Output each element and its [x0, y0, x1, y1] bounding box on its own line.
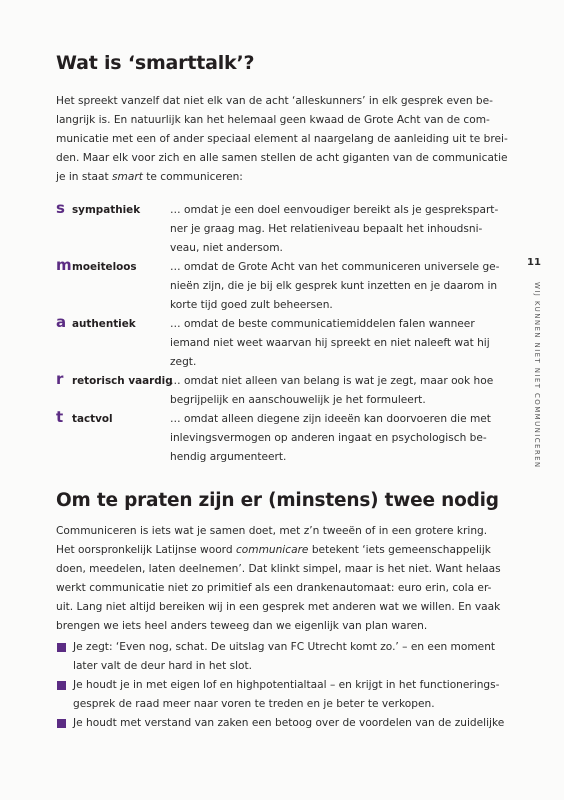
smart-description-line: korte tijd goed zult beheersen.	[170, 299, 333, 311]
bullet-line: gesprek de raad meer naar voren te treden en je beter te verkopen.	[73, 698, 435, 710]
page-number: 11	[527, 257, 541, 268]
smart-description-line: inlevingsvermogen op anderen ingaat en psychologisch be-	[170, 432, 487, 444]
smart-description	[170, 410, 501, 467]
smart-description-line: nieën zijn, die je bij elk gesprek kunt inzetten en je daarom in	[170, 280, 498, 292]
smart-item-m	[56, 258, 501, 315]
body-line	[56, 541, 498, 560]
body-text: betekent ‘iets gemeenschappelijk	[308, 544, 491, 556]
body-text: Het oorspronkelijk Latijnse woord	[56, 544, 236, 556]
smart-word: sympathiek	[72, 204, 141, 216]
running-head: WIJ KUNNEN NIET NIET COMMUNICEREN	[533, 282, 541, 469]
bullet-item	[56, 676, 501, 714]
smart-letter: m	[56, 256, 72, 274]
smart-description-line: … omdat je een doel eenvoudiger bereikt als je gesprekspart-	[170, 204, 499, 216]
bullet-item	[56, 638, 501, 676]
square-bullet-icon	[57, 681, 66, 690]
bullet-item	[56, 714, 505, 733]
smart-description	[170, 201, 501, 258]
smart-description	[170, 258, 501, 315]
intro-line: municatie met een of ander speciaal element al naargelang de aanleiding uit te brei-	[56, 133, 508, 145]
smart-list	[56, 201, 501, 467]
section-title-smarttalk: Wat is ‘smarttalk’?	[56, 52, 255, 74]
intro-line-last	[56, 168, 498, 187]
smart-description-line: … omdat de beste communicatiemiddelen falen wanneer	[170, 318, 475, 330]
body-line: werkt communicatie niet zo primitief als een drankenautomaat: euro erin, cola er-	[56, 582, 492, 594]
smart-word: moeiteloos	[72, 261, 137, 273]
smart-word: tactvol	[72, 413, 113, 425]
smart-description-line: zegt.	[170, 356, 197, 368]
bullet-line: Je zegt: ‘Even nog, schat. De uitslag van FC Utrecht komt zo.’ – en een moment	[73, 641, 496, 653]
intro-line: Het spreekt vanzelf dat niet elk van de acht ‘alleskunners’ in elk gesprek even be-	[56, 95, 493, 107]
bullet-list	[56, 638, 505, 733]
body-emphasis: communicare	[235, 544, 309, 556]
smart-item-r	[56, 372, 501, 410]
smart-description-line: … omdat alleen diegene zijn ideeën kan doorvoeren die met	[170, 413, 491, 425]
smart-item-t	[56, 410, 501, 467]
intro-text: te communiceren:	[142, 171, 243, 183]
square-bullet-icon	[57, 643, 66, 652]
body-line: brengen we iets heel anders teweeg dan we eigenlijk van plan waren.	[56, 620, 428, 632]
body-line: doen, meedelen, laten deelnemen’. Dat klinkt simpel, maar is het niet. Want helaas	[56, 563, 501, 575]
smart-word: retorisch vaardig	[72, 375, 173, 387]
smart-letter: a	[56, 313, 67, 331]
smart-description-line: … omdat niet alleen van belang is wat je zegt, maar ook hoe	[170, 375, 494, 387]
body-paragraph	[56, 522, 501, 636]
intro-line: den. Maar elk voor zich en alle samen stellen de acht giganten van de communicatie	[56, 152, 508, 164]
bullet-line: Je houdt met verstand van zaken een betoog over de voordelen van de zuidelijke	[73, 717, 505, 729]
smart-description	[170, 372, 501, 410]
smart-letter: r	[56, 370, 64, 388]
smart-word: authentiek	[72, 318, 136, 330]
bullet-line: later valt de deur hard in het slot.	[73, 660, 253, 672]
intro-emphasis: smart	[112, 171, 143, 183]
intro-line: langrijk is. En natuurlijk kan het helemaal geen kwaad de Grote Acht van de com-	[56, 114, 490, 126]
smart-letter: s	[56, 199, 65, 217]
smart-description	[170, 315, 501, 372]
smart-description-line: hendig argumenteert.	[170, 451, 287, 463]
smart-description-line: … omdat de Grote Acht van het communiceren universele ge-	[170, 261, 500, 273]
body-line: uit. Lang niet altijd bereiken wij in een gesprek met anderen wat we willen. En vaak	[56, 601, 501, 613]
intro-paragraph	[56, 92, 508, 187]
intro-text: je in staat	[56, 171, 113, 183]
square-bullet-icon	[57, 719, 66, 728]
smart-description-line: iemand niet weet waarvan hij spreekt en niet naleeft wat hij	[170, 337, 490, 349]
smart-item-a	[56, 315, 501, 372]
section-title-om-te-praten: Om te praten zijn er (minstens) twee nodig	[56, 490, 499, 511]
smart-description-line: begrijpelijk en aanschouwelijk je het formuleert.	[170, 394, 426, 406]
smart-description-line: veau, niet andersom.	[170, 242, 283, 254]
smart-item-s	[56, 201, 501, 258]
smart-description-line: ner je graag mag. Het relatieniveau bepaalt het inhoudsni-	[170, 223, 483, 235]
smart-letter: t	[56, 408, 64, 426]
body-line: Communiceren is iets wat je samen doet, met z’n tweeën of in een grotere kring.	[56, 525, 488, 537]
bullet-line: Je houdt je in met eigen lof en highpotentialtaal – en krijgt in het functionerings-	[73, 679, 500, 691]
